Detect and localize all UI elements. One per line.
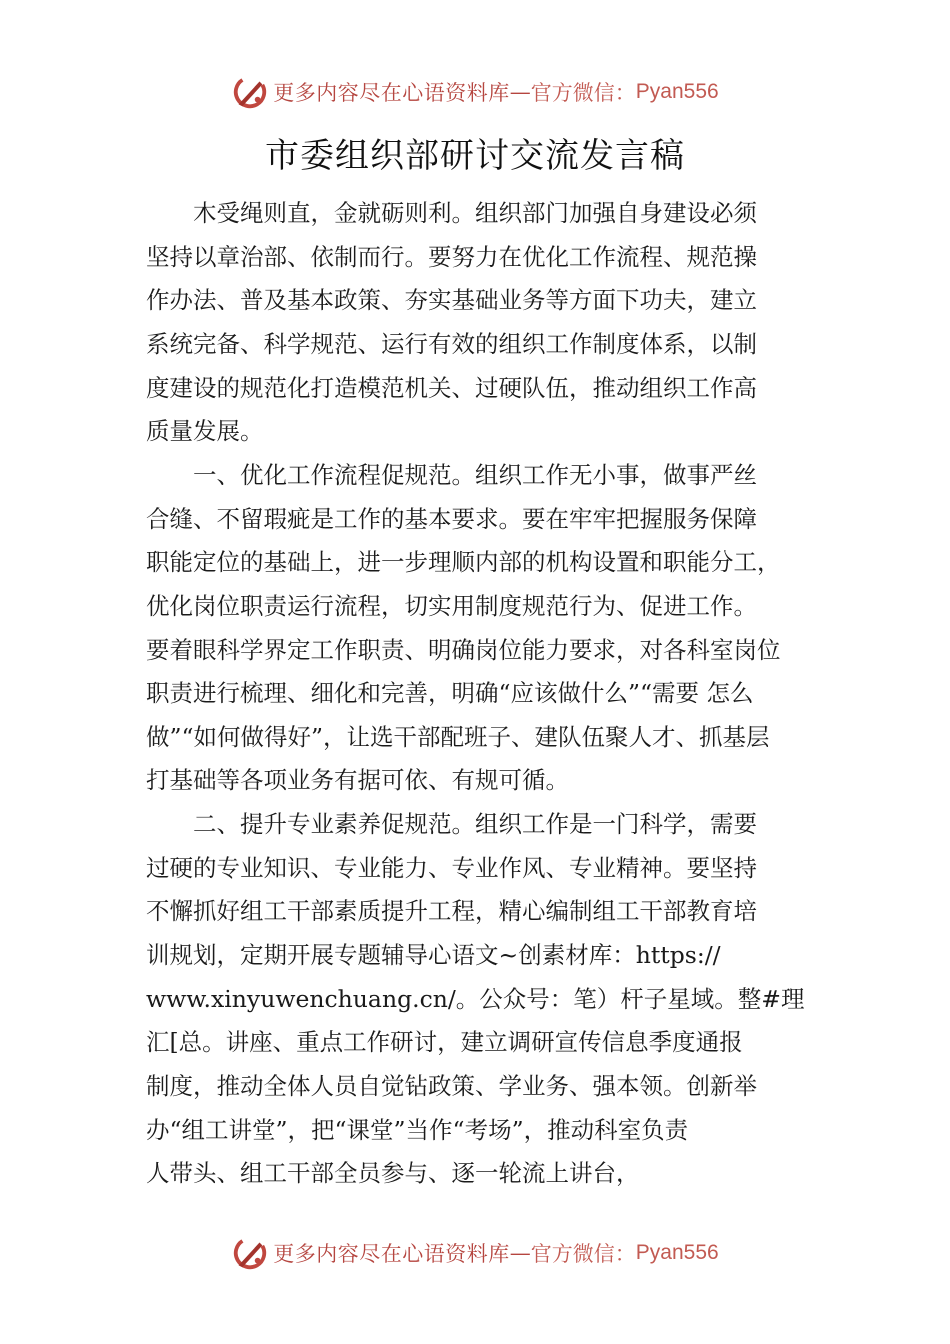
body-line: 训规划，定期开展专题辅导心语文~创素材库：https:// <box>146 941 721 970</box>
banner-official-label: 官方微信： <box>530 81 636 105</box>
body-line: 作办法、普及基本政策、夯实基础业务等方面下功夫，建立 <box>146 286 757 315</box>
body-line: 要着眼科学界定工作职责、明确岗位能力要求，对各科室岗位 <box>146 635 781 664</box>
document-title: 市委组织部研讨交流发言稿 <box>265 136 685 176</box>
body-line: 木受绳则直，金就砺则利。组织部门加强自身建设必须 <box>146 199 757 227</box>
body-line: 做”“如何做得好”，让选干部配班子、建队伍聚人才、抓基层 <box>146 722 770 751</box>
body-line: 坚持以章治部、依制而行。要努力在优化工作流程、规范操 <box>146 242 757 271</box>
body-line: 度建设的规范化打造模范机关、过硬队伍，推动组织工作高 <box>146 373 757 402</box>
banner-separator: — <box>509 1241 531 1265</box>
header-banner <box>0 70 950 114</box>
body-line: 汇[总。讲座、重点工作研讨，建立调研宣传信息季度通报 <box>146 1028 743 1057</box>
body-line: 一、优化工作流程促规范。组织工作无小事，做事严丝 <box>146 460 757 489</box>
body-line: 办“组工讲堂”，把“课堂”当作“考场”，推动科室负责 <box>146 1115 689 1144</box>
body-line: 过硬的专业知识、专业能力、专业作风、专业精神。要坚持 <box>146 853 757 882</box>
body-line: 职能定位的基础上，进一步理顺内部的机构设置和职能分工， <box>146 548 781 577</box>
body-line: 人带头、组工干部全员参与、逐一轮流上讲台， <box>146 1159 640 1188</box>
body-line: 职责进行梳理、细化和完善，明确“应该做什么”“需要 怎么 <box>146 679 754 708</box>
body-line: www.xinyuwenchuang.cn/。公众号：笔）杆子星域。整#理 <box>146 984 805 1013</box>
brush-logo-icon <box>231 1234 269 1272</box>
banner-official-label: 官方微信： <box>530 1242 636 1266</box>
body-line: 优化岗位职责运行流程，切实用制度规范行为、促进工作。 <box>146 591 757 620</box>
footer-banner <box>0 1231 950 1275</box>
body-line: 二、提升专业素养促规范。组织工作是一门科学，需要 <box>146 810 757 839</box>
banner-separator: — <box>509 80 531 104</box>
brush-logo-icon <box>231 73 269 111</box>
banner-text: 更多内容尽在心语资料库 <box>273 1242 510 1266</box>
body-line: 打基础等各项业务有据可依、有规可循。 <box>146 766 569 795</box>
banner-wechat-id: Pyan556 <box>635 80 719 103</box>
body-line: 合缝、不留瑕疵是工作的基本要求。要在牢牢把握服务保障 <box>146 504 757 533</box>
body-line: 制度，推动全体人员自觉钻政策、学业务、强本领。创新举 <box>146 1072 757 1100</box>
body-line: 系统完备、科学规范、运行有效的组织工作制度体系，以制 <box>146 329 757 358</box>
banner-text: 更多内容尽在心语资料库 <box>273 81 510 105</box>
banner-wechat-id: Pyan556 <box>635 1241 719 1264</box>
body-line: 质量发展。 <box>146 417 264 446</box>
body-line: 不懈抓好组工干部素质提升工程，精心编制组工干部教育培 <box>146 897 757 926</box>
